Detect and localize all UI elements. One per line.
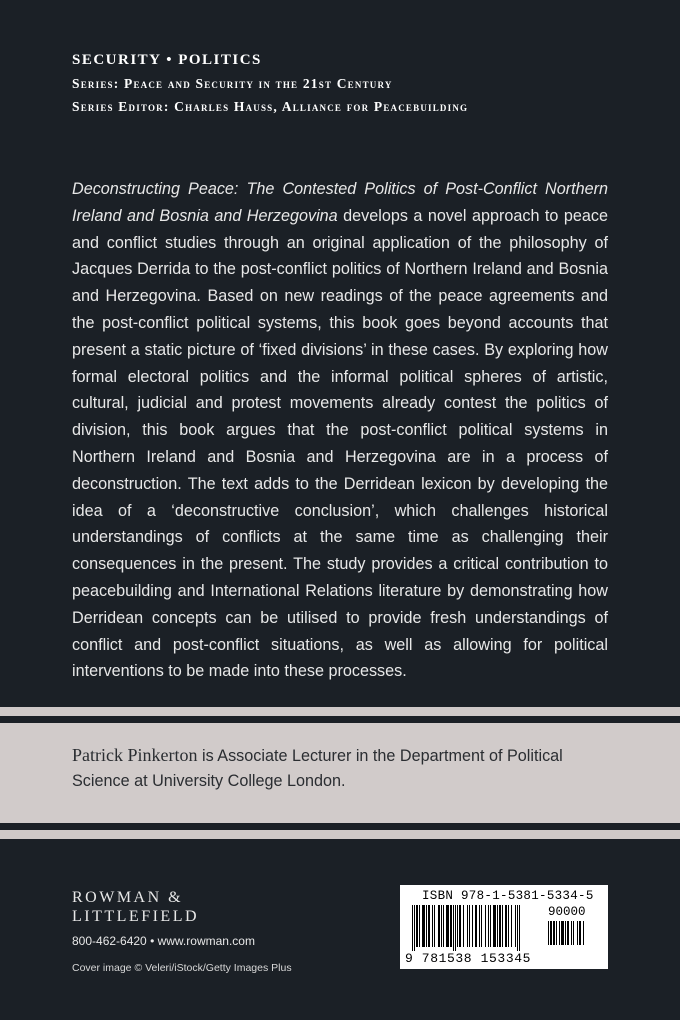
barcode-addon: 90000 (548, 905, 586, 919)
description-body: develops a novel approach to peace and conflict studies through an original application of the philosophy of Jacques Derrida to the post-conflict politics of Northern Ireland and Bosnia and Herzegovina. Based on new readings of the peace agreements and the post-conflict political systems, this book goes beyond accounts that present a static picture of ‘fixed divisions’ in these cases. By exploring how formal electoral politics and the informal political spheres of artistic, cultural, judicial and protest movements already contest the politics of division, this book argues that the post-conflict political systems in Northern Ireland and Bosnia and Herzegovina are in a process of deconstruction. The text adds to the Derridean lexicon by developing the idea of a ‘deconstructive conclusion’, which challenges historical understandings of conflicts at the same time as challenging their consequences in the present. The study provides a critical contribution to peacebuilding and International Relations literature by demonstrating how Derridean concepts can be utilised to provide fresh understandings of conflict and post-conflict situations, as well as allowing for political interventions to be made into these processes. (72, 206, 608, 681)
divider-stripe-bottom (0, 830, 680, 839)
author-name: Patrick Pinkerton (72, 745, 198, 765)
publisher-block (72, 888, 292, 974)
ean-barcode-bars (412, 905, 544, 951)
book-description (72, 176, 608, 685)
author-bio-panel (0, 723, 680, 823)
isbn-barcode (400, 885, 608, 969)
ean-digits: 9 781538 153345 (405, 951, 532, 966)
publisher-logo (72, 888, 292, 926)
series-title: Series: Peace and Security in the 21st Century (72, 76, 393, 91)
publisher-logo-line2: LITTLEFIELD (72, 908, 200, 925)
publisher-logo-line1: ROWMAN & (72, 889, 184, 906)
author-bio (72, 743, 608, 794)
cover-image-credit: Cover image © Veleri/iStock/Getty Images Plus (72, 962, 292, 974)
book-title: Deconstructing Peace: The Contested Politics of Post-Conflict Northern Ireland and Bosnia and Herzegovina (72, 180, 608, 225)
divider-stripe-top (0, 707, 680, 716)
subject-categories: SECURITY • POLITICS (72, 52, 262, 68)
addon-barcode-bars (548, 921, 600, 949)
author-description: is Associate Lecturer in the Department of Political Science at University College London. (72, 747, 563, 790)
series-editor: Series Editor: Charles Hauss, Alliance for Peacebuilding (72, 99, 469, 114)
series-header (72, 52, 468, 115)
isbn-label: ISBN 978-1-5381-5334-5 (422, 889, 594, 903)
publisher-contact: 800-462-6420 • www.rowman.com (72, 934, 255, 948)
